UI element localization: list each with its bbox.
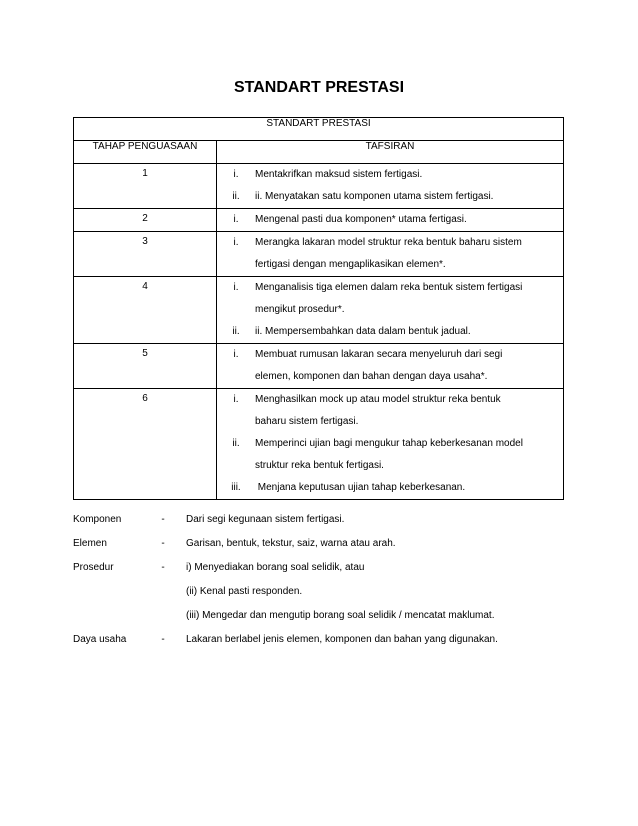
interpretation-item [217, 164, 563, 186]
standard-table [73, 117, 564, 500]
interpretation-item [217, 344, 563, 388]
glossary-definition: Dari segi kegunaan sistem fertigasi. [186, 514, 345, 525]
interpretation-item [217, 277, 563, 321]
item-text [255, 433, 563, 477]
interpretation-item [217, 209, 563, 231]
item-text-line: baharu sistem fertigasi. [255, 416, 359, 427]
glossary-row [73, 628, 573, 652]
item-text-line: elemen, komponen dan bahan dengan daya usaha*. [255, 371, 488, 382]
item-number: ii. [232, 438, 240, 449]
table-row [74, 277, 564, 344]
table-row [74, 344, 564, 389]
interpretation-item [217, 433, 563, 477]
page-title: STANDART PRESTASI [233, 79, 405, 96]
glossary-definition: i) Menyediakan borang soal selidik, atau [186, 562, 365, 573]
item-number: i. [233, 214, 239, 225]
interpretation-cell [217, 232, 564, 277]
glossary [73, 508, 573, 652]
interpretation-cell [217, 209, 564, 232]
item-text [255, 232, 563, 276]
glossary-term: Daya usaha [73, 634, 127, 645]
glossary-definition: (iii) Mengedar dan mengutip borang soal selidik / mencatat maklumat. [186, 610, 495, 621]
interpretation-cell [217, 344, 564, 389]
interpretation-cell [217, 277, 564, 344]
item-text-line: struktur reka bentuk fertigasi. [255, 460, 384, 471]
glossary-row [73, 580, 573, 604]
glossary-dash: - [161, 514, 165, 525]
mastery-level: 6 [74, 389, 217, 500]
item-number: i. [233, 237, 239, 248]
interpretation-item [217, 389, 563, 433]
item-number: ii. [232, 326, 240, 337]
item-text-line: Menjana keputusan ujian tahap keberkesanan. [255, 482, 466, 493]
table-row [74, 232, 564, 277]
item-text-line: ii. Menyatakan satu komponen utama sistem fertigasi. [255, 191, 494, 202]
glossary-row [73, 532, 573, 556]
item-text [255, 477, 563, 499]
item-number: i. [233, 349, 239, 360]
item-text-line: mengikut prosedur*. [255, 304, 345, 315]
interpretation-item [217, 186, 563, 208]
item-text [255, 321, 563, 343]
item-text-line: Mengenal pasti dua komponen* utama fertigasi. [255, 214, 467, 225]
item-text [255, 277, 563, 321]
table-caption: STANDART PRESTASI [74, 118, 564, 141]
item-text-line: fertigasi dengan mengaplikasikan elemen*. [255, 259, 446, 270]
item-text [255, 186, 563, 208]
table-row [74, 209, 564, 232]
item-text-line: Membuat rumusan lakaran secara menyeluruh dari segi [255, 349, 503, 360]
glossary-row [73, 604, 573, 628]
glossary-term [73, 580, 140, 604]
glossary-definition: Garisan, bentuk, tekstur, saiz, warna atau arah. [186, 538, 396, 549]
item-text-line: Menganalisis tiga elemen dalam reka bentuk sistem fertigasi [255, 282, 523, 293]
item-number: i. [233, 282, 239, 293]
glossary-row [73, 508, 573, 532]
item-text-line: ii. Mempersembahkan data dalam bentuk jadual. [255, 326, 471, 337]
mastery-level: 4 [74, 277, 217, 344]
item-text [255, 344, 563, 388]
item-number: i. [233, 169, 239, 180]
mastery-level: 3 [74, 232, 217, 277]
item-text-line: Merangka lakaran model struktur reka bentuk baharu sistem [255, 237, 522, 248]
glossary-dash: - [161, 562, 165, 573]
item-number: ii. [232, 191, 240, 202]
glossary-dash [140, 580, 186, 604]
item-text-line: Mentakrifkan maksud sistem fertigasi. [255, 169, 423, 180]
item-number: iii. [231, 482, 241, 493]
glossary-dash: - [161, 634, 165, 645]
item-number: i. [233, 394, 239, 405]
glossary-dash: - [161, 538, 165, 549]
mastery-level: 5 [74, 344, 217, 389]
glossary-definition: Lakaran berlabel jenis elemen, komponen dan bahan yang digunakan. [186, 634, 498, 645]
item-text [255, 164, 563, 186]
column-header-interpretation: TAFSIRAN [217, 141, 564, 164]
item-text-line: Memperinci ujian bagi mengukur tahap keberkesanan model [255, 438, 523, 449]
interpretation-item [217, 477, 563, 499]
glossary-term: Prosedur [73, 562, 114, 573]
mastery-level: 2 [74, 209, 217, 232]
item-text-line: Menghasilkan mock up atau model struktur reka bentuk [255, 394, 501, 405]
interpretation-cell [217, 389, 564, 500]
interpretation-cell [217, 164, 564, 209]
item-text [255, 209, 563, 231]
glossary-term [73, 604, 140, 628]
glossary-term: Komponen [73, 514, 122, 525]
interpretation-item [217, 232, 563, 276]
glossary-definition: (ii) Kenal pasti responden. [186, 586, 303, 597]
column-header-level: TAHAP PENGUASAAN [74, 141, 217, 164]
mastery-level: 1 [74, 164, 217, 209]
table-row [74, 164, 564, 209]
table-row [74, 389, 564, 500]
glossary-term: Elemen [73, 538, 107, 549]
glossary-dash [140, 604, 186, 628]
glossary-row [73, 556, 573, 580]
interpretation-item [217, 321, 563, 343]
item-text [255, 389, 563, 433]
